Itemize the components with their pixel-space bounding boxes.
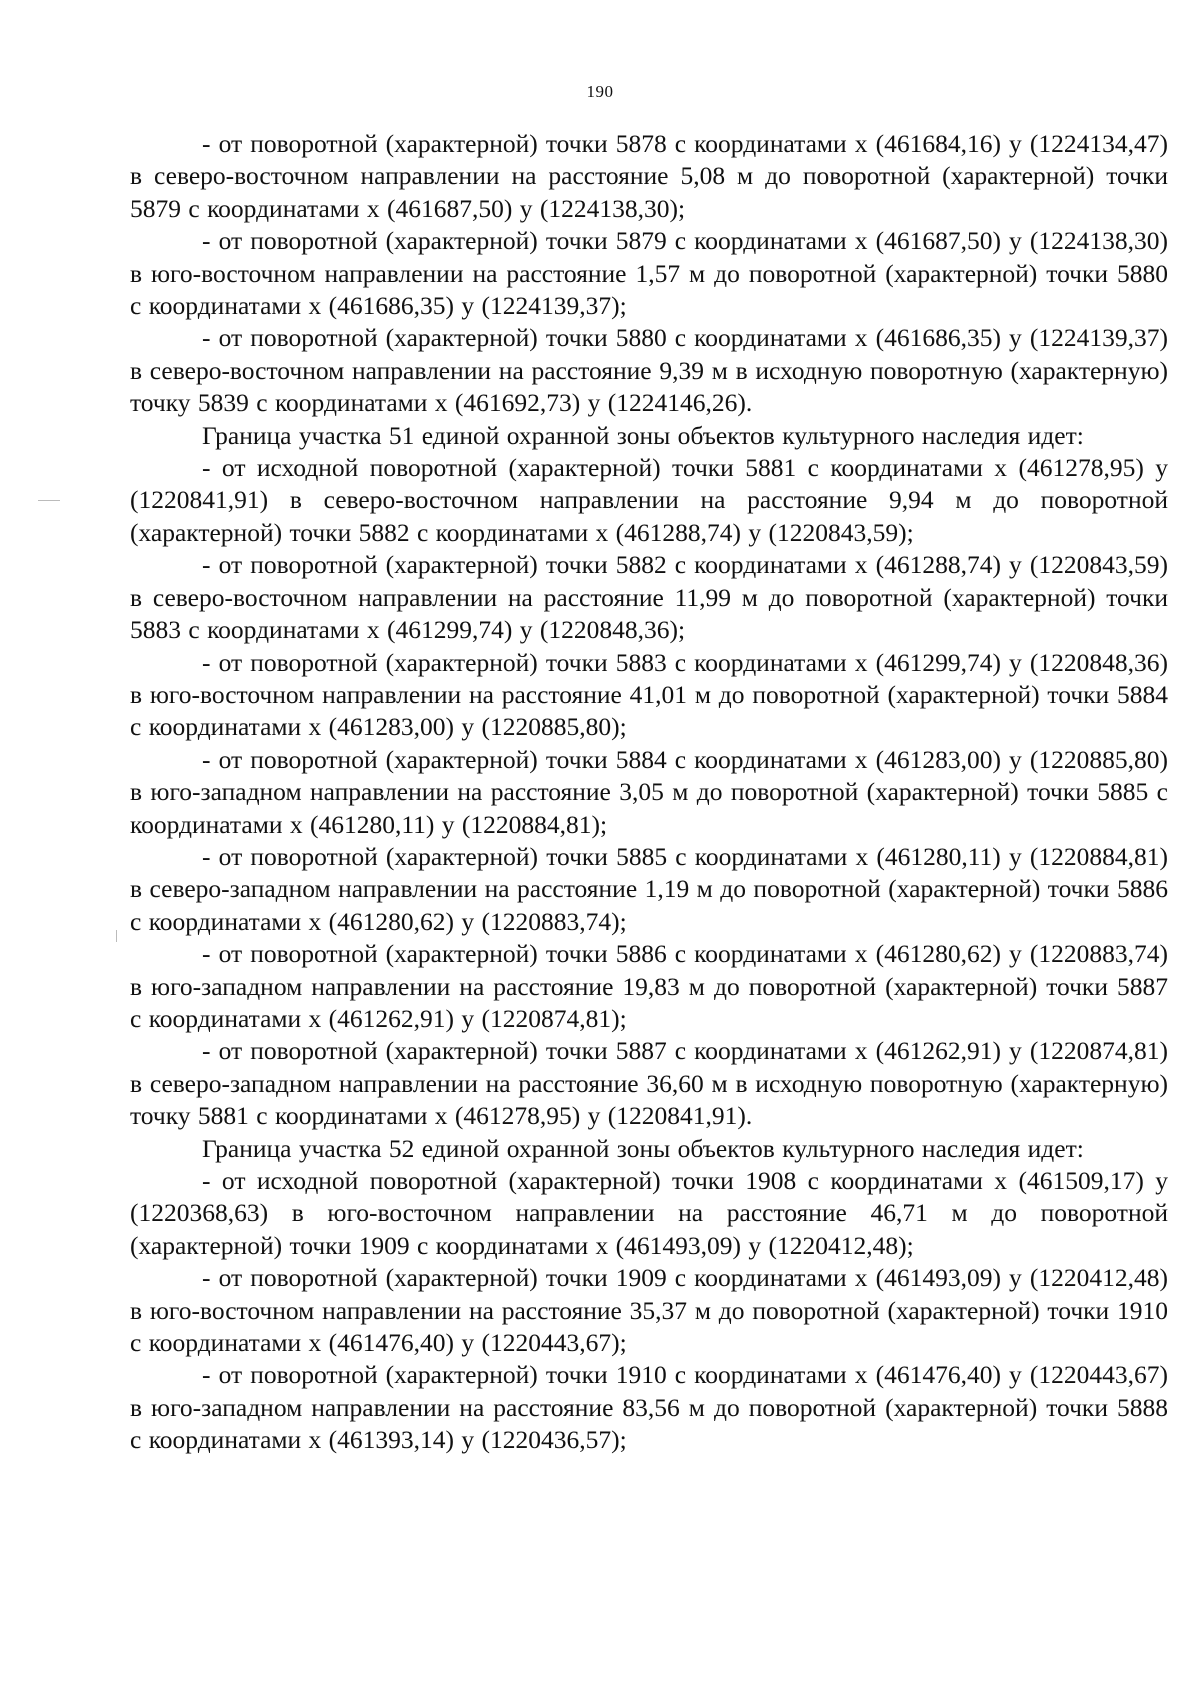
paragraph-segment-5885: - от поворотной (характерной) точки 5885 с координатами х (461280,11) у (1220884,81) в северо-западном направлении на расстояние 1,19 м до поворотной (характерной) точки 5886 с координатами х (461280,62) у (1220883,74);: [130, 841, 1168, 936]
paragraph-segment-5884: - от поворотной (характерной) точки 5884 с координатами х (461283,00) у (1220885,80) в юго-западном направлении на расстояние 3,05 м до поворотной (характерной) точки 5885 с координатами х (461280,11) у (1220884,81);: [130, 744, 1168, 839]
paragraph-segment-5881: - от исходной поворотной (характерной) точки 5881 с координатами х (461278,95) у (1220841,91) в северо-восточном направлении на расстояние 9,94 м до поворотной (характерной) точки 5882 с координатами х (461288,74) у (1220843,59);: [130, 453, 1168, 547]
scan-artifact: [38, 500, 60, 501]
paragraph-segment-5879: - от поворотной (характерной) точки 5879 с координатами х (461687,50) у (1224138,30) в юго-восточном направлении на расстояние 1,57 м до поворотной (характерной) точки 5880 с координатами х (461686,35) у (1224139,37);: [130, 226, 1168, 321]
paragraph-segment-5882: - от поворотной (характерной) точки 5882 с координатами х (461288,74) у (1220843,59) в северо-восточном направлении на расстояние 11,99 м до поворотной (характерной) точки 5883 с координатами х (461299,74) у (1220848,36);: [130, 550, 1168, 645]
paragraph-segment-1910: - от поворотной (характерной) точки 1910 с координатами х (461476,40) у (1220443,67) в юго-западном направлении на расстояние 83,56 м до поворотной (характерной) точки 5888 с координатами х (461393,14) у (1220436,57);: [130, 1360, 1168, 1455]
paragraph-segment-5886: - от поворотной (характерной) точки 5886 с координатами х (461280,62) у (1220883,74) в юго-западном направлении на расстояние 19,83 м до поворотной (характерной) точки 5887 с координатами х (461262,91) у (1220874,81);: [130, 939, 1168, 1033]
paragraph-segment-1908: - от исходной поворотной (характерной) точки 1908 с координатами х (461509,17) у (1220368,63) в юго-восточном направлении на расстояние 46,71 м до поворотной (характерной) точки 1909 с координатами х (461493,09) у (1220412,48);: [130, 1166, 1168, 1260]
section-heading-area-52: Граница участка 52 единой охранной зоны объектов культурного наследия идет:: [202, 1133, 1084, 1163]
paragraph-segment-5878: - от поворотной (характерной) точки 5878 с координатами х (461684,16) у (1224134,47) в северо-восточном направлении на расстояние 5,08 м до поворотной (характерной) точки 5879 с координатами х (461687,50) у (1224138,30);: [130, 129, 1168, 223]
paragraph-segment-5887: - от поворотной (характерной) точки 5887 с координатами х (461262,91) у (1220874,81) в северо-западном направлении на расстояние 36,60 м в исходную поворотную (характерную) точку 5881 с координатами х (461278,95) у (1220841,91).: [130, 1036, 1168, 1131]
page-number: 190: [586, 82, 614, 101]
document-body: [130, 128, 1168, 1457]
paragraph-segment-1909: - от поворотной (характерной) точки 1909 с координатами х (461493,09) у (1220412,48) в юго-восточном направлении на расстояние 35,37 м до поворотной (характерной) точки 1910 с координатами х (461476,40) у (1220443,67);: [130, 1263, 1168, 1358]
scan-artifact: [116, 930, 117, 942]
paragraph-segment-5883: - от поворотной (характерной) точки 5883 с координатами х (461299,74) у (1220848,36) в юго-восточном направлении на расстояние 41,01 м до поворотной (характерной) точки 5884 с координатами х (461283,00) у (1220885,80);: [130, 647, 1168, 742]
section-heading-area-51: Граница участка 51 единой охранной зоны объектов культурного наследия идет:: [202, 420, 1084, 450]
paragraph-segment-5880: - от поворотной (характерной) точки 5880 с координатами х (461686,35) у (1224139,37) в северо-восточном направлении на расстояние 9,39 м в исходную поворотную (характерную) точку 5839 с координатами х (461692,73) у (1224146,26).: [130, 323, 1168, 418]
